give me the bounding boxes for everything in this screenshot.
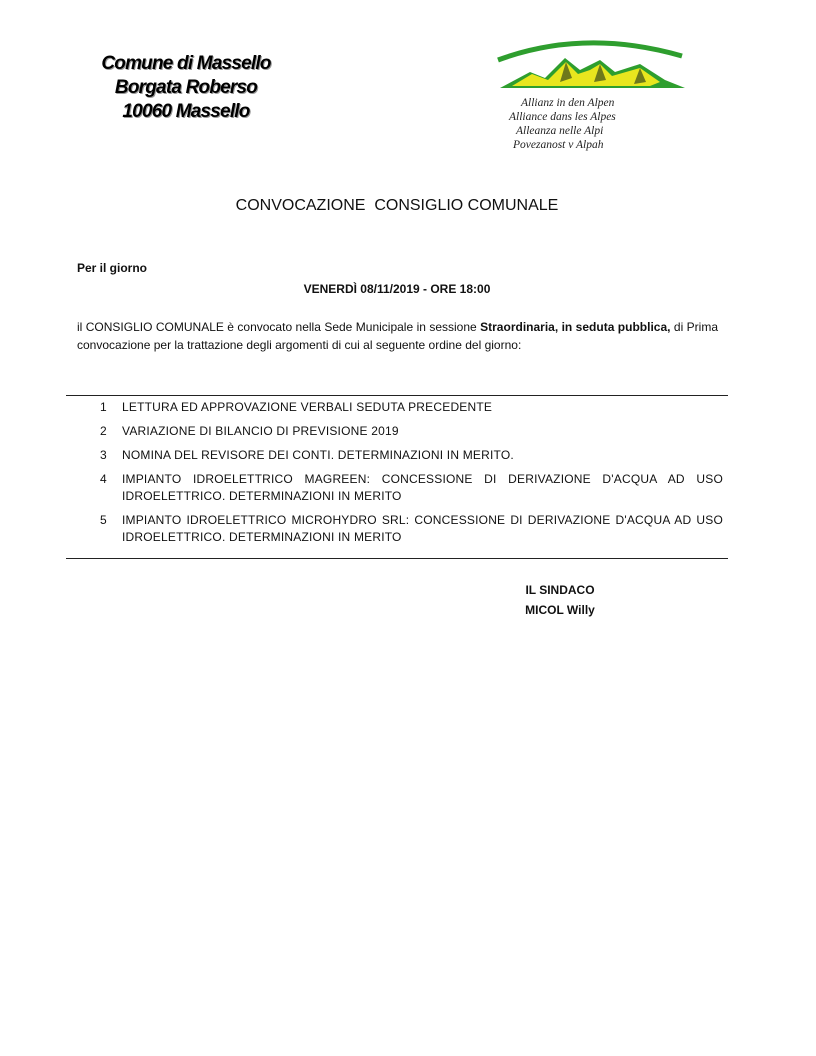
agenda-item-number: 4 bbox=[100, 472, 107, 486]
agenda-item-text: IMPIANTO IDROELETTRICO MICROHYDRO SRL: CONCESSIONE DI DERIVAZIONE D'ACQUA AD USO IDROELETTRICO. DETERMINAZIONI IN MERITO bbox=[122, 513, 723, 544]
agenda-item-number: 1 bbox=[100, 400, 107, 414]
convocation-text-part2: di Prima convocazione per la trattazione degli argomenti di cui al seguente ordine del giorno: bbox=[77, 320, 719, 352]
motto-slovenian: Povezanost v Alpah bbox=[513, 139, 604, 151]
alps-mountains-logo-icon bbox=[490, 30, 690, 100]
per-giorno-label: Per il giorno bbox=[77, 261, 148, 275]
signature-role: IL SINDACO bbox=[525, 583, 595, 597]
agenda-list bbox=[100, 399, 723, 553]
document-title: CONVOCAZIONE CONSIGLIO COMUNALE bbox=[235, 197, 559, 214]
signature-name: MICOL Willy bbox=[525, 603, 595, 617]
agenda-item-number: 5 bbox=[100, 513, 107, 527]
municipality-borgata: Borgata Roberso bbox=[114, 77, 258, 98]
municipality-header bbox=[86, 52, 286, 124]
agenda-bottom-divider bbox=[66, 558, 728, 559]
convocation-text bbox=[77, 318, 718, 354]
convocation-text-part1: il CONSIGLIO COMUNALE è convocato nella Sede Municipale in sessione bbox=[77, 320, 481, 334]
agenda-item-text: IMPIANTO IDROELETTRICO MAGREEN: CONCESSIONE DI DERIVAZIONE D'ACQUA AD USO IDROELETTRICO. DETERMINAZIONI IN MERITO bbox=[122, 472, 723, 503]
agenda-item-text: VARIAZIONE DI BILANCIO DI PREVISIONE 2019 bbox=[122, 424, 399, 438]
alliance-mottos bbox=[505, 96, 675, 152]
motto-italian: Alleanza nelle Alpi bbox=[516, 125, 604, 137]
agenda-item-number: 3 bbox=[100, 448, 107, 462]
agenda-item-number: 2 bbox=[100, 424, 107, 438]
signature-block bbox=[500, 580, 620, 620]
motto-french: Alliance dans les Alpes bbox=[509, 111, 616, 123]
meeting-date: VENERDÌ 08/11/2019 - ORE 18:00 bbox=[303, 282, 491, 296]
agenda-item bbox=[100, 447, 723, 464]
motto-german: Allianz in den Alpen bbox=[521, 97, 615, 109]
agenda-item-text: NOMINA DEL REVISORE DEI CONTI. DETERMINAZIONI IN MERITO. bbox=[122, 448, 514, 462]
convocation-text-bold: Straordinaria, in seduta pubblica, bbox=[480, 320, 671, 334]
agenda-item bbox=[100, 512, 723, 546]
municipality-name: Comune di Massello bbox=[101, 53, 271, 74]
agenda-item-text: LETTURA ED APPROVAZIONE VERBALI SEDUTA PRECEDENTE bbox=[122, 400, 493, 414]
agenda-top-divider bbox=[66, 395, 728, 396]
municipality-address: 10060 Massello bbox=[122, 101, 250, 122]
agenda-item bbox=[100, 423, 723, 440]
agenda-item bbox=[100, 471, 723, 505]
agenda-item bbox=[100, 399, 723, 416]
